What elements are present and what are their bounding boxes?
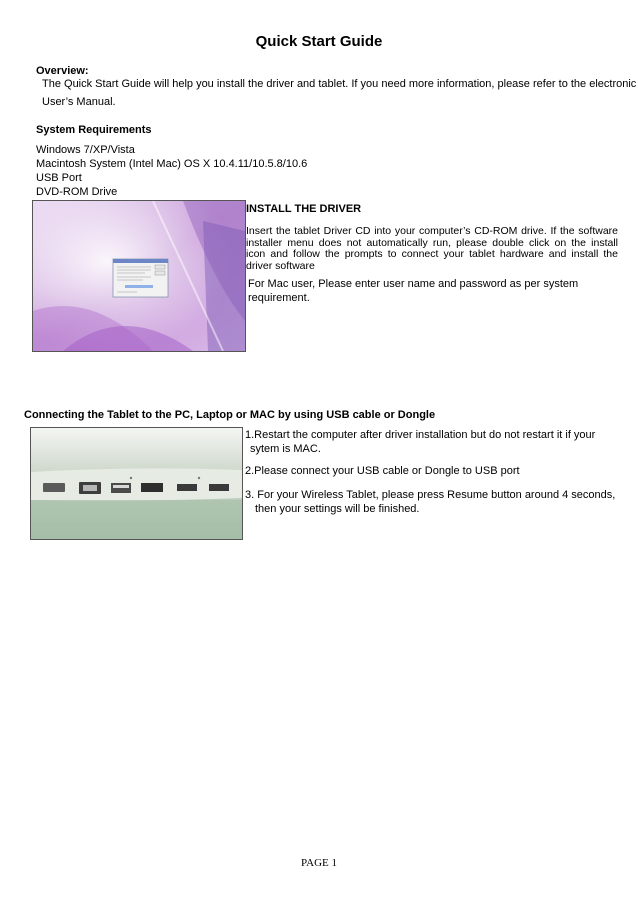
overview-heading: Overview:: [36, 65, 89, 77]
step3-line: 3. For your Wireless Tablet, please press Resume button around 4 seconds,: [245, 489, 616, 501]
step1-line: 1.Restart the computer after driver installation but do not restart it if your: [245, 429, 596, 441]
step1-line: sytem is MAC.: [250, 443, 321, 455]
install-line: icon and follow the prompts to connect your tablet hardware and install the: [246, 248, 618, 261]
install-instructions: [246, 226, 618, 272]
install-line: driver software: [246, 259, 315, 272]
step2-text: 2.Please connect your USB cable or Dongle to USB port: [245, 465, 520, 477]
step3-text: [245, 488, 615, 516]
page-number: PAGE 1: [301, 857, 337, 869]
requirement-item: DVD-ROM Drive: [36, 186, 118, 198]
step3-line: then your settings will be finished.: [255, 503, 420, 515]
requirement-item: Windows 7/XP/Vista: [36, 144, 135, 156]
page-title: Quick Start Guide: [255, 33, 383, 50]
requirements-heading: System Requirements: [36, 124, 152, 136]
requirements-list: [36, 143, 307, 199]
step1-text: [245, 428, 595, 456]
installer-screenshot-image: [32, 200, 246, 352]
overview-text-line1: The Quick Start Guide will help you install the driver and tablet. If you need more information, please refer to the electronic: [42, 78, 637, 90]
install-heading: INSTALL THE DRIVER: [246, 203, 362, 215]
mac-user-note: [248, 277, 578, 305]
mac-note-line: requirement.: [248, 292, 310, 304]
requirement-item: USB Port: [36, 172, 82, 184]
install-line: Insert the tablet Driver CD into your computer’s CD-ROM drive. If the software: [246, 225, 618, 237]
requirement-item: Macintosh System (Intel Mac) OS X 10.4.11/10.5.8/10.6: [36, 158, 308, 170]
overview-text-line2: User’s Manual.: [42, 96, 116, 108]
usb-ports-photo: [30, 427, 243, 540]
mac-note-line: For Mac user, Please enter user name and password as per system: [248, 278, 579, 290]
install-line: installer menu does not automatically run, please double click on the install: [246, 236, 618, 249]
connecting-heading: Connecting the Tablet to the PC, Laptop or MAC by using USB cable or Dongle: [24, 409, 436, 421]
